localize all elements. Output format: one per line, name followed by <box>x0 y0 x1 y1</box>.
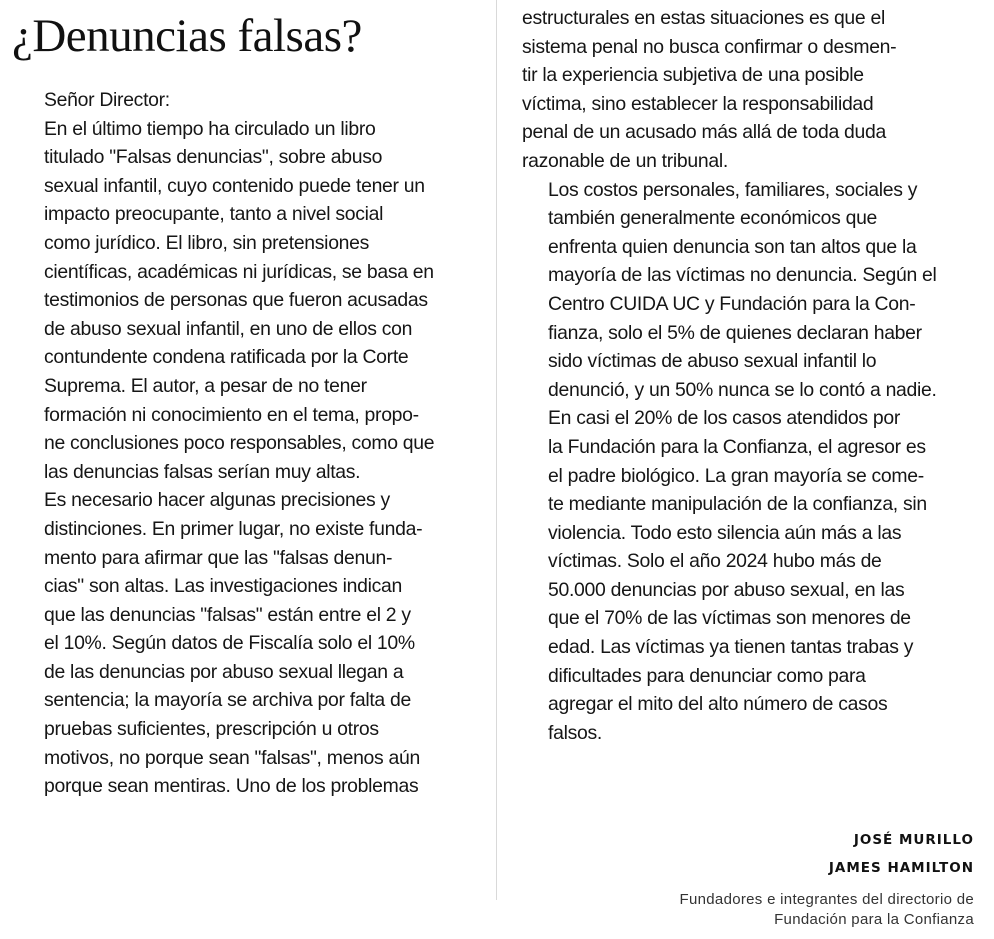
text-line: penal de un acusado más allá de toda duda <box>522 121 886 144</box>
text-line: el 10%. Según datos de Fiscalía solo el 10% <box>44 632 415 655</box>
text-line: impacto preocupante, tanto a nivel social <box>44 203 384 226</box>
text-line: denunció, y un 50% nunca se lo contó a nadie. <box>548 378 937 401</box>
text-line: contundente condena ratificada por la Corte <box>44 346 409 369</box>
text-line: las denuncias falsas serían muy altas. <box>44 460 361 483</box>
affiliation-line: Fundadores e integrantes del directorio de <box>679 891 974 908</box>
text-line: titulado "Falsas denuncias", sobre abuso <box>44 146 383 169</box>
text-line: Centro CUIDA UC y Fundación para la Con- <box>548 292 916 315</box>
affiliation-line: Fundación para la Confianza <box>774 911 974 928</box>
text-line: como jurídico. El libro, sin pretensiones <box>44 231 370 254</box>
right-column <box>522 4 980 747</box>
text-line: motivos, no porque sean "falsas", menos aún <box>44 746 420 769</box>
text-line: testimonios de personas que fueron acusadas <box>44 289 428 312</box>
text-line: 50.000 denuncias por abuso sexual, en las <box>548 578 905 601</box>
text-line: también generalmente económicos que <box>548 207 878 230</box>
paragraph <box>522 404 980 747</box>
text-line: En casi el 20% de los casos atendidos por <box>548 407 901 430</box>
paragraph <box>18 486 473 801</box>
text-line: mayoría de las víctimas no denuncia. Según el <box>548 264 937 287</box>
text-line: Señor Director: <box>44 89 170 111</box>
text-line: dificultades para denunciar como para <box>548 664 866 687</box>
text-line: cias" son altas. Las investigaciones indican <box>44 575 403 598</box>
text-line: pruebas suficientes, prescripción u otros <box>44 718 379 741</box>
text-line: sido víctimas de abuso sexual infantil lo <box>548 350 877 373</box>
column-divider <box>496 0 497 900</box>
text-line: mento para afirmar que las "falsas denun- <box>44 546 393 569</box>
text-line: Los costos personales, familiares, sociales y <box>548 178 918 201</box>
text-line: la Fundación para la Confianza, el agresor es <box>548 435 926 458</box>
text-line: violencia. Todo esto silencia aún más a las <box>548 521 902 544</box>
text-line: distinciones. En primer lugar, no existe funda- <box>44 517 423 540</box>
text-line: de las denuncias por abuso sexual llegan a <box>44 660 404 683</box>
text-line: formación ni conocimiento en el tema, propo- <box>44 403 419 426</box>
text-line: que el 70% de las víctimas son menores de <box>548 607 911 630</box>
text-line: En el último tiempo ha circulado un libro <box>44 117 376 140</box>
text-line: estructurales en estas situaciones es que el <box>522 7 885 29</box>
text-line: ne conclusiones poco responsables, como que <box>44 432 435 455</box>
text-line: de abuso sexual infantil, en uno de ellos con <box>44 317 413 340</box>
text-line: científicas, académicas ni jurídicas, se basa en <box>44 260 434 283</box>
paragraph <box>522 176 980 405</box>
text-line: víctimas. Solo el año 2024 hubo más de <box>548 550 882 573</box>
paragraph <box>18 115 473 487</box>
text-line: te mediante manipulación de la confianza, sin <box>548 493 927 516</box>
paragraph <box>18 86 473 115</box>
text-line: tir la experiencia subjetiva de una posible <box>522 64 864 87</box>
text-line: sentencia; la mayoría se archiva por falta de <box>44 689 411 712</box>
text-line: edad. Las víctimas ya tienen tantas trabas y <box>548 636 914 659</box>
left-column <box>18 86 473 801</box>
text-line: agregar el mito del alto número de casos <box>548 693 888 716</box>
signatory-name: JOSÉ MURILLO <box>853 832 974 848</box>
text-line: porque sean mentiras. Uno de los problemas <box>44 775 419 798</box>
article-title: ¿Denuncias falsas? <box>12 10 362 62</box>
text-line: Es necesario hacer algunas precisiones y <box>44 489 390 512</box>
text-line: sistema penal no busca confirmar o desmen- <box>522 35 897 58</box>
text-line: Suprema. El autor, a pesar de no tener <box>44 374 367 397</box>
signatory-affiliation <box>680 890 974 930</box>
text-line: razonable de un tribunal. <box>522 149 728 172</box>
text-line: el padre biológico. La gran mayoría se come- <box>548 464 924 487</box>
text-line: falsos. <box>548 721 602 744</box>
signatory-name: JAMES HAMILTON <box>828 860 974 876</box>
paragraph <box>522 4 980 176</box>
text-line: que las denuncias "falsas" están entre el 2 y <box>44 603 411 626</box>
text-line: sexual infantil, cuyo contenido puede tener un <box>44 174 425 197</box>
text-line: fianza, solo el 5% de quienes declaran haber <box>548 321 922 344</box>
text-line: víctima, sino establecer la responsabilidad <box>522 92 874 115</box>
text-line: enfrenta quien denuncia son tan altos que la <box>548 235 917 258</box>
